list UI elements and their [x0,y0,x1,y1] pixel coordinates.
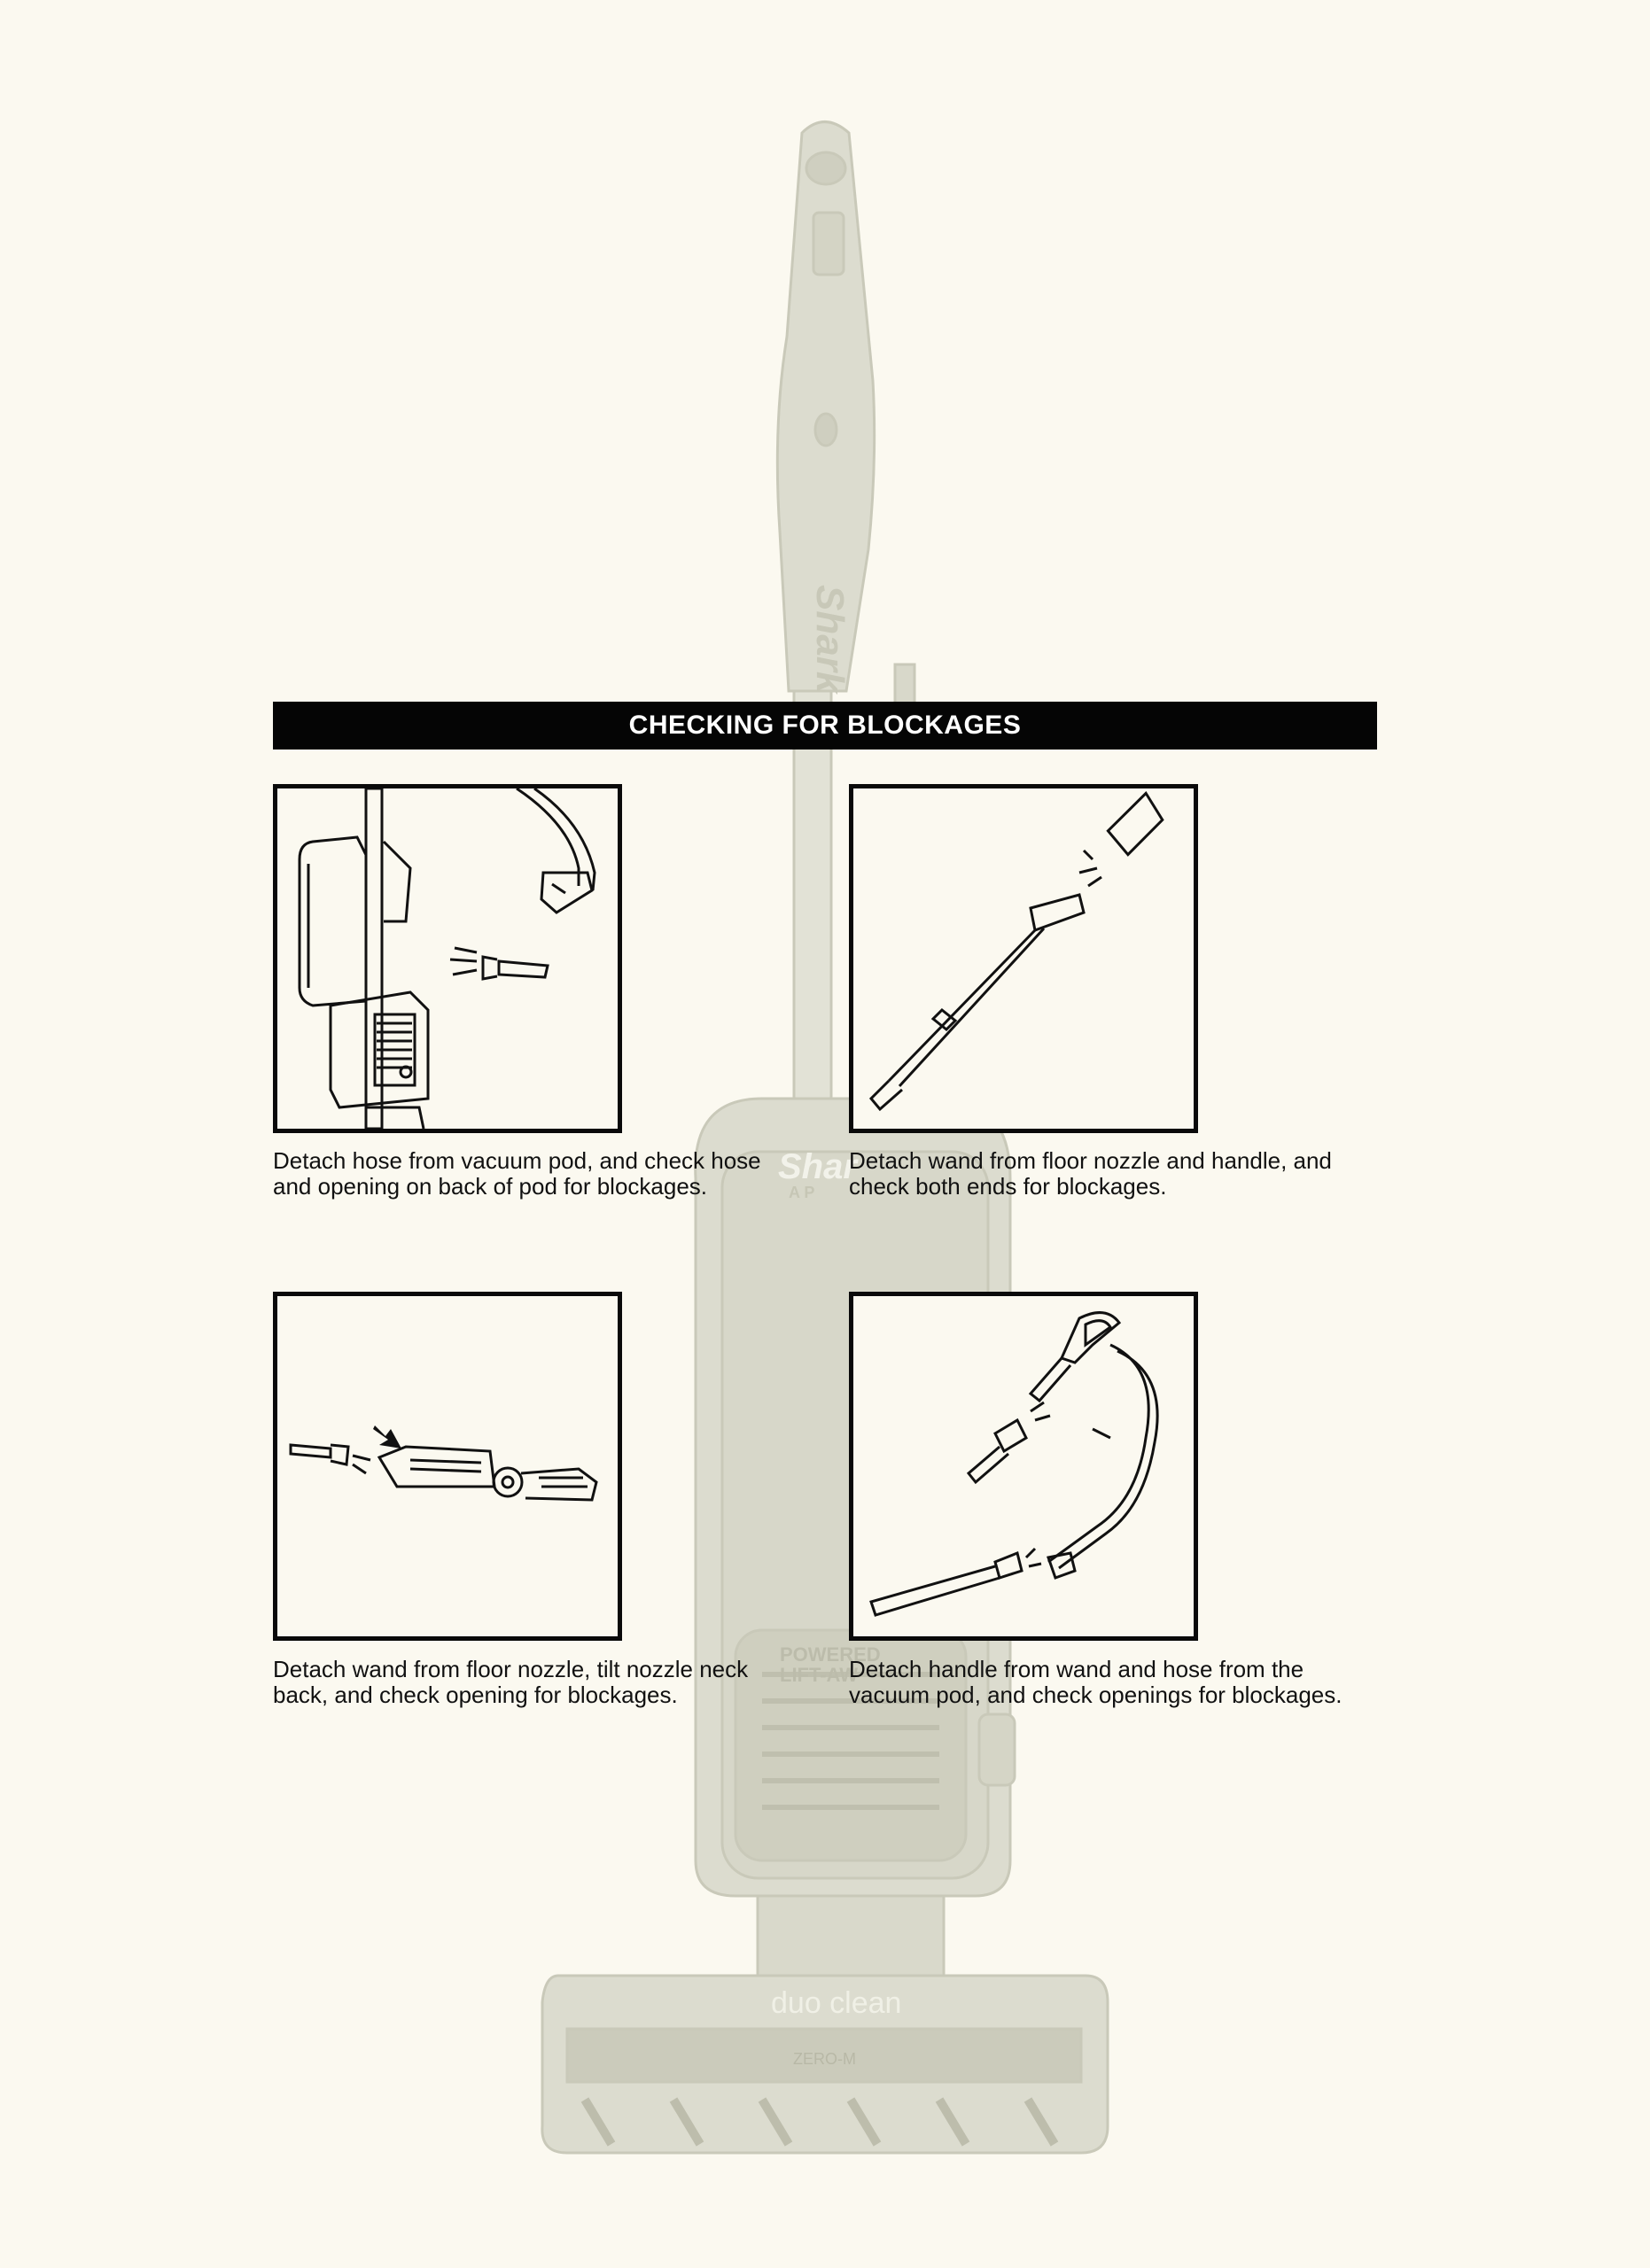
floor-nozzle-illustration [277,1296,618,1636]
vacuum-pod-sub: A P [789,1184,815,1201]
vacuum-pod-brand: Shar [778,1147,857,1186]
section-header [273,702,1377,750]
wand-illustration [853,788,1194,1129]
vacuum-badge-line1: POWERED [780,1643,881,1666]
vacuum-handle-brand: Shark [808,585,852,694]
vacuum-nozzle-badge: ZERO-M [793,2050,856,2068]
step-4-figure [849,1292,1198,1641]
step-3-figure [273,1292,622,1641]
step-3-caption: Detach wand from floor nozzle, tilt nozzle neck back, and check opening for blockages. [273,1656,749,1708]
vacuum-nozzle-logo: duo clean [771,1986,902,2020]
step-4-caption: Detach handle from wand and hose from the vacuum pod, and check openings for blockages. [849,1656,1343,1708]
step-2-caption: Detach wand from floor nozzle and handle, and check both ends for blockages. [849,1147,1332,1200]
vacuum-badge-line2: LIFT-AW [780,1664,858,1686]
hose-pod-illustration [277,788,618,1129]
step-2-figure [849,784,1198,1133]
step-1-caption: Detach hose from vacuum pod, and check hose and opening on back of pod for blockages. [273,1147,761,1200]
step-1-figure [273,784,622,1133]
handle-hose-illustration [853,1296,1194,1636]
section-title: CHECKING FOR BLOCKAGES [628,711,1022,740]
